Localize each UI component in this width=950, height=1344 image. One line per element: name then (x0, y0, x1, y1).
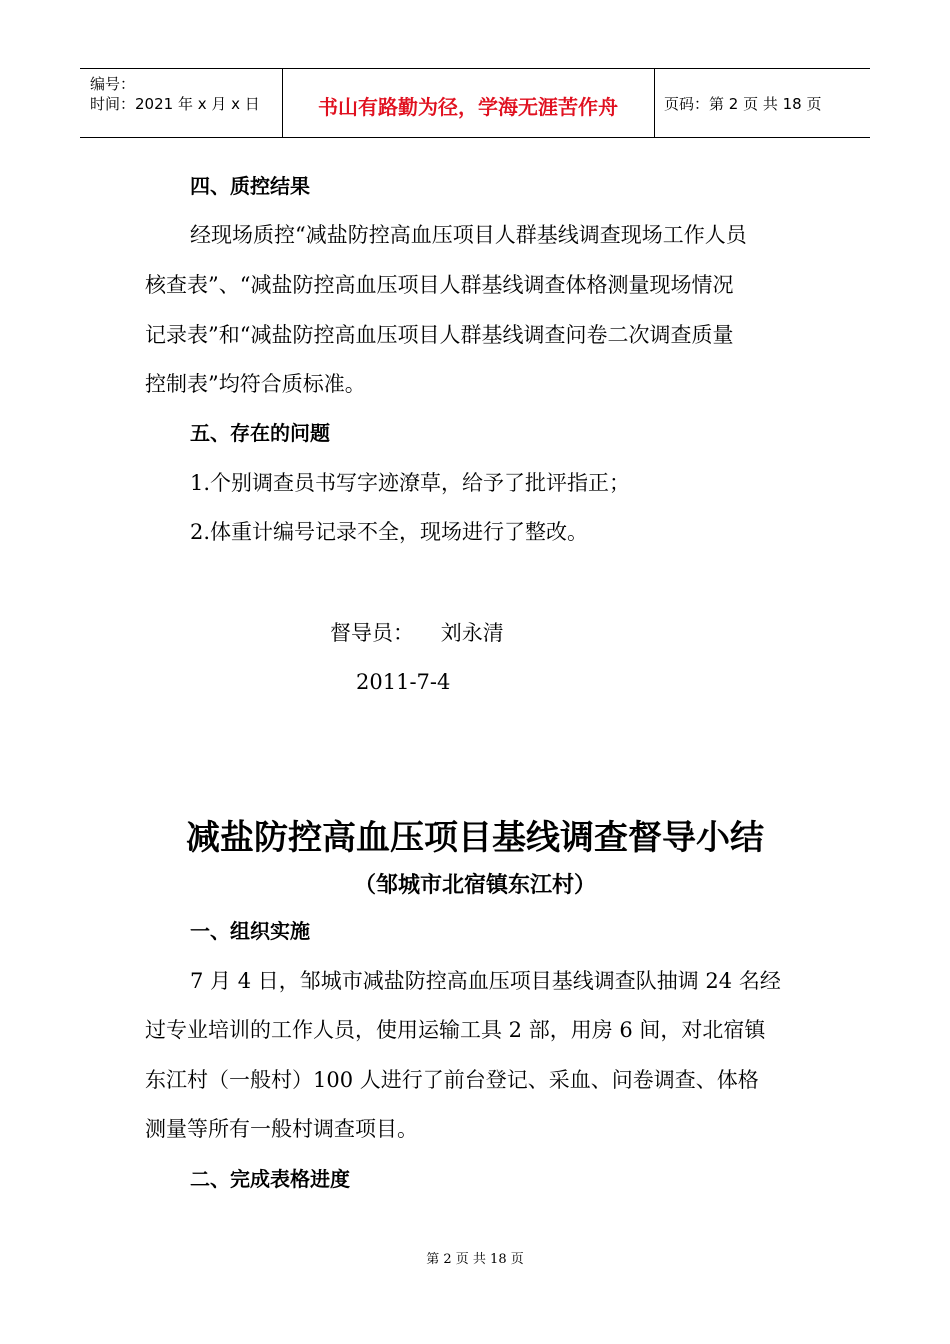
page-footer: 第 2 页 共 18 页 (426, 1252, 524, 1267)
time-label: 时间：2021 年 x 月 x 日 (90, 95, 260, 113)
motto-text: 书山有路勤为径，学海无涯苦作舟 (318, 95, 618, 119)
paragraph-line: 东江村（一般村）100 人进行了前台登记、采血、问卷调查、体格 (145, 1068, 759, 1092)
section5-heading: 五、存在的问题 (190, 421, 330, 445)
paragraph-line: 经现场质控“减盐防控高血压项目人群基线调查现场工作人员 (190, 223, 747, 247)
summary-title: 减盐防控高血压项目基线调查督导小结 (186, 818, 764, 858)
header-table (80, 68, 870, 138)
paragraph-line: 记录表”和“减盐防控高血压项目人群基线调查问卷二次调查质量 (145, 323, 734, 347)
supervisor-signature: 督导员： 刘永清 (330, 621, 504, 645)
header-page-cell (654, 69, 870, 137)
header-info-cell (80, 69, 283, 137)
paragraph-line: 过专业培训的工作人员，使用运输工具 2 部，用房 6 间，对北宿镇 (145, 1018, 766, 1042)
list-item: 2.体重计编号记录不全，现场进行了整改。 (190, 520, 589, 544)
summary-subtitle: （邹城市北宿镇东江村） (353, 873, 596, 898)
number-label: 编号： (90, 75, 136, 93)
paragraph-line: 控制表”均符合质标准。 (145, 372, 366, 396)
paragraph-line: 核查表”、“减盐防控高血压项目人群基线调查体格测量现场情况 (145, 273, 734, 297)
section2-heading: 二、完成表格进度 (190, 1167, 350, 1191)
header-motto-cell (282, 69, 655, 137)
section1-heading: 一、组织实施 (190, 919, 310, 943)
page-code: 页码：第 2 页 共 18 页 (664, 95, 822, 113)
list-item: 1.个别调查员书写字迹潦草，给予了批评指正； (190, 471, 631, 495)
paragraph-line: 7 月 4 日，邹城市减盐防控高血压项目基线调查队抽调 24 名经 (190, 969, 781, 993)
paragraph-line: 测量等所有一般村调查项目。 (145, 1117, 418, 1141)
section4-heading: 四、质控结果 (190, 174, 310, 198)
signature-date: 2011-7-4 (356, 670, 451, 694)
